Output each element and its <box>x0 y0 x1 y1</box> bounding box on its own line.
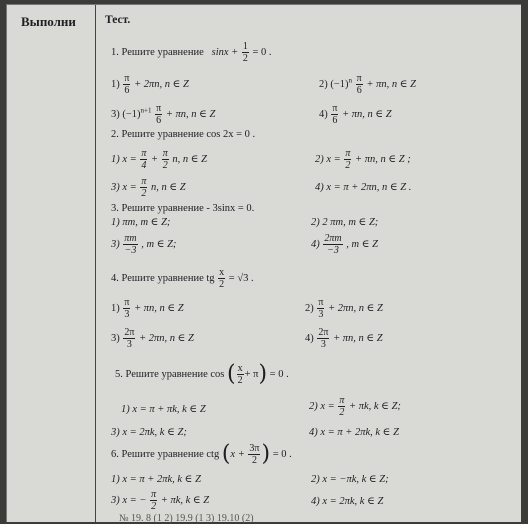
q5-answer-1: 1) x = π + πk, k ∈ Z <box>121 404 206 415</box>
q6-answer-4: 4) x = 2πk, k ∈ Z <box>311 496 384 507</box>
q3-answer-2: 2) 2 πm, m ∈ Z; <box>311 217 379 228</box>
question-2: 2. Решите уравнение cos 2x = 0 . <box>111 129 256 140</box>
q2-answer-4: 4) x = π + 2πn, n ∈ Z . <box>315 182 412 193</box>
question-3: 3. Решите уравнение - 3sinx = 0. <box>111 203 255 214</box>
q6-answer-2: 2) x = −πk, k ∈ Z; <box>311 474 389 485</box>
q3-answer-3: 3) $\frac{\pi m}{-3}$ , m ∈ Z; <box>111 233 177 256</box>
question-4: 4. Решите уравнение tg $\frac{x}{2}$ = √3 . <box>111 267 254 290</box>
q3-answer-1: 1) πm, m ∈ Z; <box>111 217 171 228</box>
q1-answer-4: 4) $\frac{\pi}{6}$ + πn, n ∈ Z <box>319 103 392 126</box>
q5-answer-3: 3) x = 2πk, k ∈ Z; <box>111 427 187 438</box>
q4-answer-2: 2) $\frac{\pi}{3}$ + 2πn, n ∈ Z <box>305 297 383 320</box>
test-content <box>97 5 521 522</box>
q1-answer-1: 1) $\frac{\pi}{6}$ + 2πn, n ∈ Z <box>111 73 189 96</box>
q5-answer-4: 4) x = π + 2πk, k ∈ Z <box>309 427 399 438</box>
left-column <box>7 5 96 522</box>
q6-answer-1: 1) x = π + 2πk, k ∈ Z <box>111 474 201 485</box>
question-6: 6. Решите уравнение ctg (x + $\frac{3\pi}{2}$ ) = 0 . <box>111 441 292 467</box>
q1-answer-3: 3) $(-1)^{n+1}$ $\frac{\pi}{6}$ + πn, n ∈ Z <box>111 103 216 126</box>
test-title: Тест. <box>105 14 131 26</box>
worksheet <box>6 4 521 522</box>
question-1: 1. Решите уравнение sinx + $\frac{1}{2}$ = 0 . <box>111 41 272 64</box>
q4-answer-4: 4) $\frac{2\pi}{3}$ + πn, n ∈ Z <box>305 327 383 350</box>
q6-answer-3: 3) x = − $\frac{\pi}{2}$ + πk, k ∈ Z <box>111 489 210 512</box>
q3-answer-4: 4) $\frac{2\pi m}{-3}$ , m ∈ Z <box>311 233 378 256</box>
q2-answer-3: 3) x = $\frac{\pi}{2}$ n, n ∈ Z <box>111 176 186 199</box>
q4-answer-3: 3) $\frac{2\pi}{3}$ + 2πn, n ∈ Z <box>111 327 194 350</box>
q2-answer-1: 1) x = $\frac{\pi}{4}$ + $\frac{\pi}{2}$ n, n ∈ Z <box>111 148 207 171</box>
question-5: 5. Решите уравнение cos ( $\frac{x}{2}$ + π) = 0 . <box>115 361 289 387</box>
q2-answer-2: 2) x = $\frac{\pi}{2}$ + πn, n ∈ Z ; <box>315 148 411 171</box>
q5-answer-2: 2) x = $\frac{\pi}{2}$ + πk, k ∈ Z; <box>309 395 401 418</box>
homework-footer: № 19. 8 (1 2) 19.9 (1 3) 19.10 (2) <box>119 513 254 524</box>
q4-answer-1: 1) $\frac{\pi}{3}$ + πn, n ∈ Z <box>111 297 184 320</box>
q1-answer-2: 2) $(-1)^n$ $\frac{\pi}{6}$ + πn, n ∈ Z <box>319 73 416 96</box>
sidebar-title: Выполни <box>21 14 76 29</box>
